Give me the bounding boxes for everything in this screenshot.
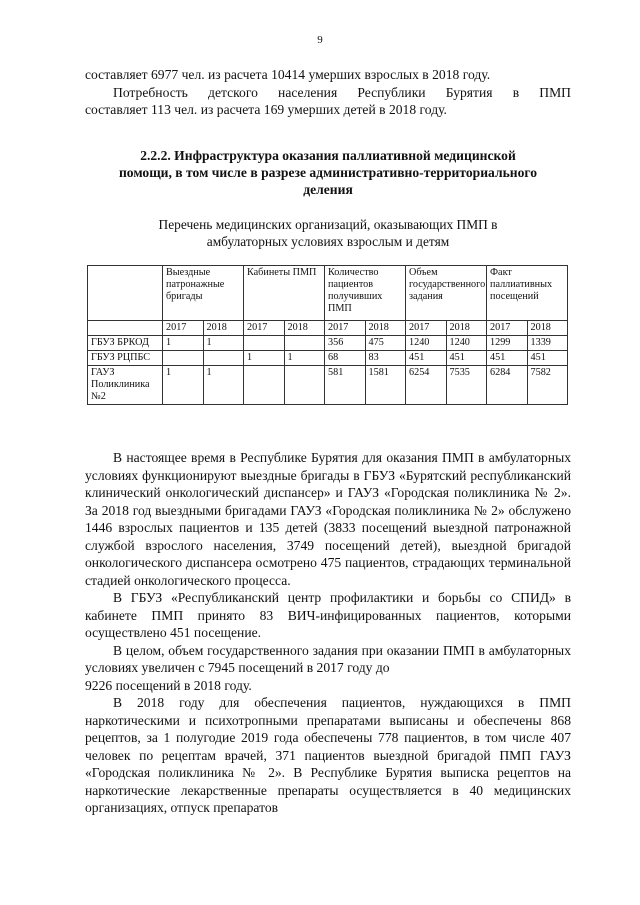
table-cell: 451 xyxy=(487,351,528,366)
year-cell: 2018 xyxy=(203,321,244,336)
table-cell: 1 xyxy=(203,336,244,351)
header-cell: Объем государственного задания xyxy=(406,266,487,321)
year-cell: 2017 xyxy=(163,321,204,336)
table-corner-cell xyxy=(88,266,163,321)
table-cell xyxy=(203,351,244,366)
paragraph-line: Потребность детского населения Республики Бурятия в ПМП xyxy=(113,84,571,100)
paragraph: В ГБУЗ «Республиканский центр профилактики и борьбы со СПИД» в кабинете ПМП принято 83 ВИЧ-инфицированных пациентов, которыми осуществлено 451 посещение. xyxy=(85,590,571,640)
table-header-row xyxy=(88,266,568,321)
caption-line: амбулаторных условиях взрослым и детям xyxy=(206,234,450,249)
top-paragraphs xyxy=(85,66,571,119)
table-cell: 451 xyxy=(406,351,447,366)
year-cell: 2018 xyxy=(284,321,325,336)
table-cell xyxy=(284,336,325,351)
table-cell: 1240 xyxy=(406,336,447,351)
table-cell: 1339 xyxy=(527,336,568,351)
page-number: 9 xyxy=(317,34,323,46)
year-cell: 2017 xyxy=(406,321,447,336)
header-cell: Количество пациентов получивших ПМП xyxy=(325,266,406,321)
paragraph: В 2018 году для обеспечения пациентов, нуждающихся в ПМП наркотическими и психотропными препаратами выписаны и обеспечены 868 рецептов, за 1 полугодие 2019 года обеспечены 778 пациентов, в том числе 407 человек по рецептам врачей, 371 пациентов выездной бригадой ПМП ГАУЗ «Городская поликлиника № 2». В Республике Бурятия выписка рецептов на наркотические лекарственные препараты осуществляется в 40 медицинских организациях, отпуск препаратов xyxy=(85,695,571,815)
table-row xyxy=(88,366,568,405)
table-cell: 1240 xyxy=(446,336,487,351)
paragraph-line: составляет 113 чел. из расчета 169 умерших детей в 2018 году. xyxy=(85,102,447,117)
table-cell: 68 xyxy=(325,351,366,366)
table-cell: 7582 xyxy=(527,366,568,405)
year-cell: 2017 xyxy=(244,321,285,336)
year-cell: 2018 xyxy=(527,321,568,336)
table-year-row xyxy=(88,321,568,336)
table-cell: 581 xyxy=(325,366,366,405)
org-name-cell: ГБУЗ БРКОД xyxy=(88,336,163,351)
pmp-organizations-table xyxy=(87,265,568,405)
paragraph-line: составляет 6977 чел. из расчета 10414 умерших взрослых в 2018 году. xyxy=(85,67,491,82)
header-cell: Выездные патронажные бригады xyxy=(163,266,244,321)
table-cell: 1 xyxy=(163,366,204,405)
heading-line: деления xyxy=(303,182,353,197)
table-cell: 1581 xyxy=(365,366,406,405)
heading-line: 2.2.2. Инфраструктура оказания паллиативной медицинской xyxy=(140,148,516,163)
year-cell: 2018 xyxy=(365,321,406,336)
table-row xyxy=(88,351,568,366)
section-heading xyxy=(85,147,571,198)
table-cell: 451 xyxy=(527,351,568,366)
table-cell: 6254 xyxy=(406,366,447,405)
org-name-cell: ГАУЗ Поликлиника №2 xyxy=(88,366,163,405)
caption-line: Перечень медицинских организаций, оказывающих ПМП в xyxy=(158,217,498,232)
table-cell: 7535 xyxy=(446,366,487,405)
table-cell xyxy=(244,336,285,351)
header-cell: Кабинеты ПМП xyxy=(244,266,325,321)
header-cell: Факт паллиативных посещений xyxy=(487,266,568,321)
table-cell: 6284 xyxy=(487,366,528,405)
table-cell xyxy=(284,366,325,405)
year-cell: 2017 xyxy=(325,321,366,336)
table-cell: 475 xyxy=(365,336,406,351)
table-row xyxy=(88,336,568,351)
table-cell: 83 xyxy=(365,351,406,366)
paragraph: В целом, объем государственного задания при оказании ПМП в амбулаторных условиях увеличен с 7945 посещений в 2017 году до xyxy=(85,642,571,675)
org-name-cell: ГБУЗ РЦПБС xyxy=(88,351,163,366)
table-cell: 451 xyxy=(446,351,487,366)
table-cell xyxy=(244,366,285,405)
table-caption xyxy=(85,216,571,250)
paragraph-line: 9226 посещений в 2018 году. xyxy=(85,677,252,693)
table-cell: 1 xyxy=(203,366,244,405)
heading-line: помощи, в том числе в разрезе административно-территориального xyxy=(118,165,538,180)
paragraph: В настоящее время в Республике Бурятия для оказания ПМП в амбулаторных условиях функционируют выездные бригады в ГБУЗ «Бурятский республиканский клинический онкологический диспансер» и ГАУЗ «Городская поликлиника № 2». За 2018 год выездными бригадами ГАУЗ «Городская поликлиника № 2» обслужено 1446 взрослых пациентов и 135 детей (3833 посещений выездной патронажной службой взрослого населения, 3749 посещений детей), выездной бригадой онкологического диспансера осмотрено 475 пациентов, страдающих терминальной стадией онкологического процесса. xyxy=(85,450,571,588)
table-cell: 1 xyxy=(244,351,285,366)
table-corner-cell xyxy=(88,321,163,336)
body-text xyxy=(85,449,571,817)
table-cell xyxy=(163,351,204,366)
year-cell: 2018 xyxy=(446,321,487,336)
table-cell: 1 xyxy=(284,351,325,366)
table-cell: 1299 xyxy=(487,336,528,351)
year-cell: 2017 xyxy=(487,321,528,336)
table-cell: 356 xyxy=(325,336,366,351)
table-cell: 1 xyxy=(163,336,204,351)
